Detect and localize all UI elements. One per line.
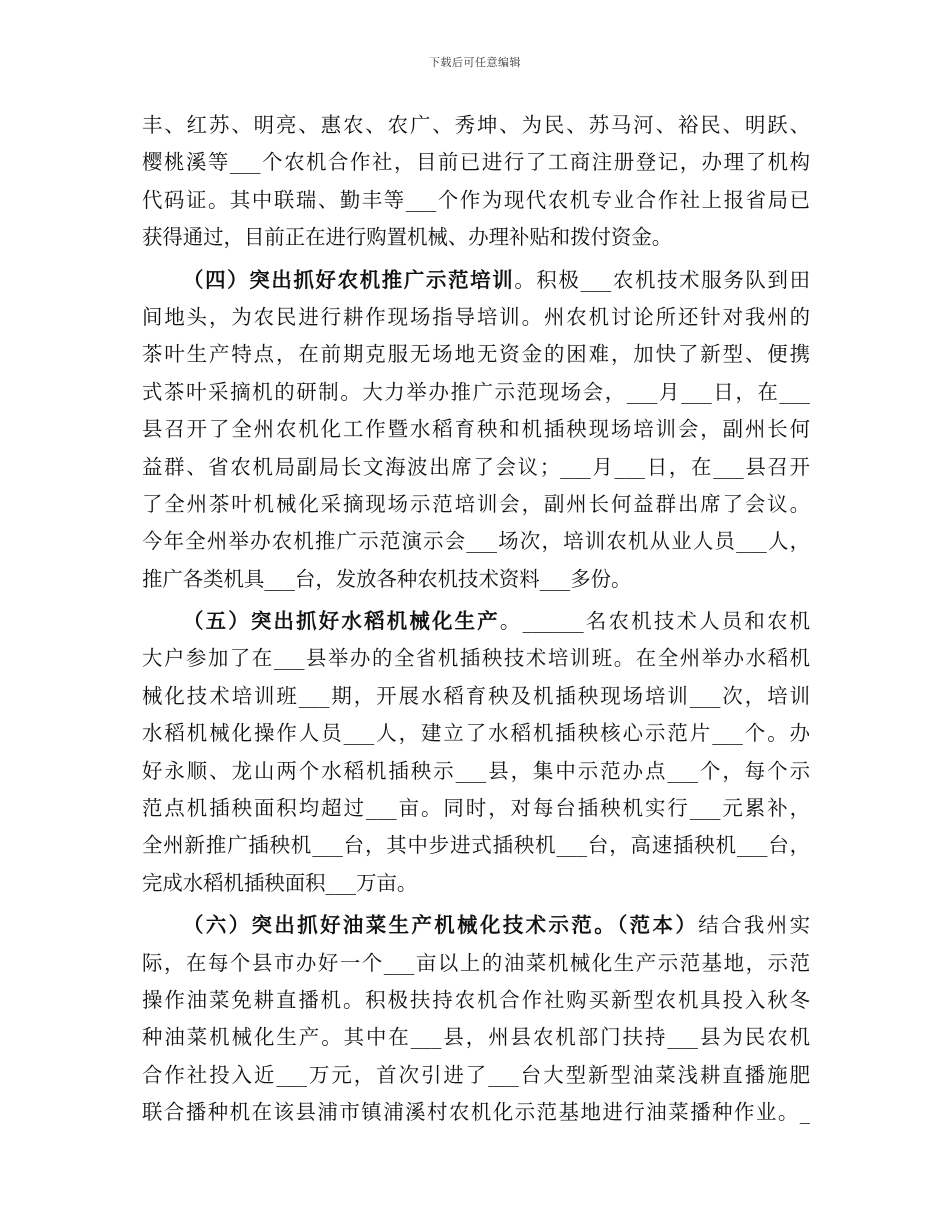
section-heading-line (142, 907, 810, 944)
text-line (142, 182, 810, 219)
text-line (142, 827, 810, 864)
text-run: 式茶叶采摘机的研制。大力举办推广示范现场会，___月___日，在___ (142, 379, 810, 404)
text-run: 种油菜机械化生产。其中在___县，州县农机部门扶持___县为民农机 (142, 1025, 810, 1050)
text-line (142, 1019, 810, 1056)
section-heading: （四）突出抓好农机推广示范培训 (183, 267, 515, 292)
text-run: 际，在每个县市办好一个___亩以上的油菜机械化生产示范基地，示范 (142, 950, 810, 975)
section-heading: （六）突出抓好油菜生产机械化技术示范。（范本） (183, 913, 699, 938)
text-line (142, 144, 810, 181)
text-run: 今年全州举办农机推广示范演示会___场次，培训农机从业人员___人， (142, 529, 810, 554)
text-run: 了全州茶叶机械化采摘现场示范培训会，副州长何益群出席了会议。 (142, 491, 810, 516)
section-heading-line (142, 603, 810, 640)
text-line (142, 411, 810, 448)
text-line (142, 449, 810, 486)
text-line (142, 374, 810, 411)
text-run: 。积极___农机技术服务队到田 (514, 267, 810, 292)
section-heading: （五）突出抓好水稻机械化生产 (183, 609, 500, 634)
text-run: 水稻机械化操作人员___人，建立了水稻机插秧核心示范片___个。办 (142, 721, 810, 746)
text-run: 结合我州实 (698, 913, 810, 938)
text-line (142, 1094, 810, 1131)
page-header: 下载后可任意编辑 (429, 56, 521, 69)
text-run: 茶叶生产特点，在前期克服无场地无资金的困难，加快了新型、便携 (142, 342, 810, 367)
text-run: 合作社投入近___万元，首次引进了___台大型新型油菜浅耕直播施肥 (142, 1062, 810, 1087)
text-line (142, 523, 810, 560)
text-run: 推广各类机具___台，发放各种农机技术资料___多份。 (142, 566, 632, 591)
text-line (142, 753, 810, 790)
text-run: 械化技术培训班___期，开展水稻育秧及机插秧现场培训___次，培训 (142, 683, 810, 708)
text-line (142, 982, 810, 1019)
text-run: 好永顺、龙山两个水稻机插秧示___县，集中示范办点___个，每个示 (142, 758, 810, 783)
text-run: 获得通过，目前正在进行购置机械、办理补贴和拨付资金。 (142, 225, 673, 250)
text-run: 范点机插秧面积均超过___亩。同时，对每台插秧机实行___元累补， (142, 796, 810, 821)
text-run: 大户参加了在___县举办的全省机插秧技术培训班。在全州举办水稻机 (142, 646, 810, 671)
text-line (142, 678, 810, 715)
text-run: 间地头，为农民进行耕作现场指导培训。州农机讨论所还针对我州的 (142, 304, 810, 329)
text-run: 益群、省农机局副局长文海波出席了会议；___月___日，在___县召开 (142, 454, 810, 479)
text-run: 代码证。其中联瑞、勤丰等___个作为现代农机专业合作社上报省局已 (142, 187, 810, 212)
text-line (142, 561, 810, 598)
text-run: 全州新推广插秧机___台，其中步进式插秧机___台，高速插秧机___台， (142, 833, 810, 858)
text-line (142, 865, 810, 902)
text-run: 联合播种机在该县浦市镇浦溪村农机化示范基地进行油菜播种作业。_ (142, 1100, 810, 1125)
document-body (142, 107, 810, 1132)
text-line (142, 107, 810, 144)
text-line (142, 1057, 810, 1094)
text-line (142, 486, 810, 523)
text-run: 。______名农机技术人员和农机 (499, 609, 810, 634)
text-run: 丰、红苏、明亮、惠农、农广、秀坤、为民、苏马河、裕民、明跃、 (142, 113, 810, 137)
text-line (142, 790, 810, 827)
text-run: 完成水稻机插秧面积___万亩。 (142, 870, 418, 895)
text-line (142, 219, 810, 256)
text-run: 樱桃溪等___个农机合作社，目前已进行了工商注册登记，办理了机构 (142, 150, 810, 175)
text-run: 操作油菜免耕直播机。积极扶持农机合作社购买新型农机具投入秋冬 (142, 987, 810, 1012)
text-line (142, 640, 810, 677)
text-line (142, 299, 810, 336)
text-line (142, 945, 810, 982)
text-run: 县召开了全州农机化工作暨水稻育秧和机插秧现场培训会，副州长何 (142, 417, 810, 442)
text-line (142, 715, 810, 752)
text-line (142, 336, 810, 373)
section-heading-line (142, 262, 810, 299)
